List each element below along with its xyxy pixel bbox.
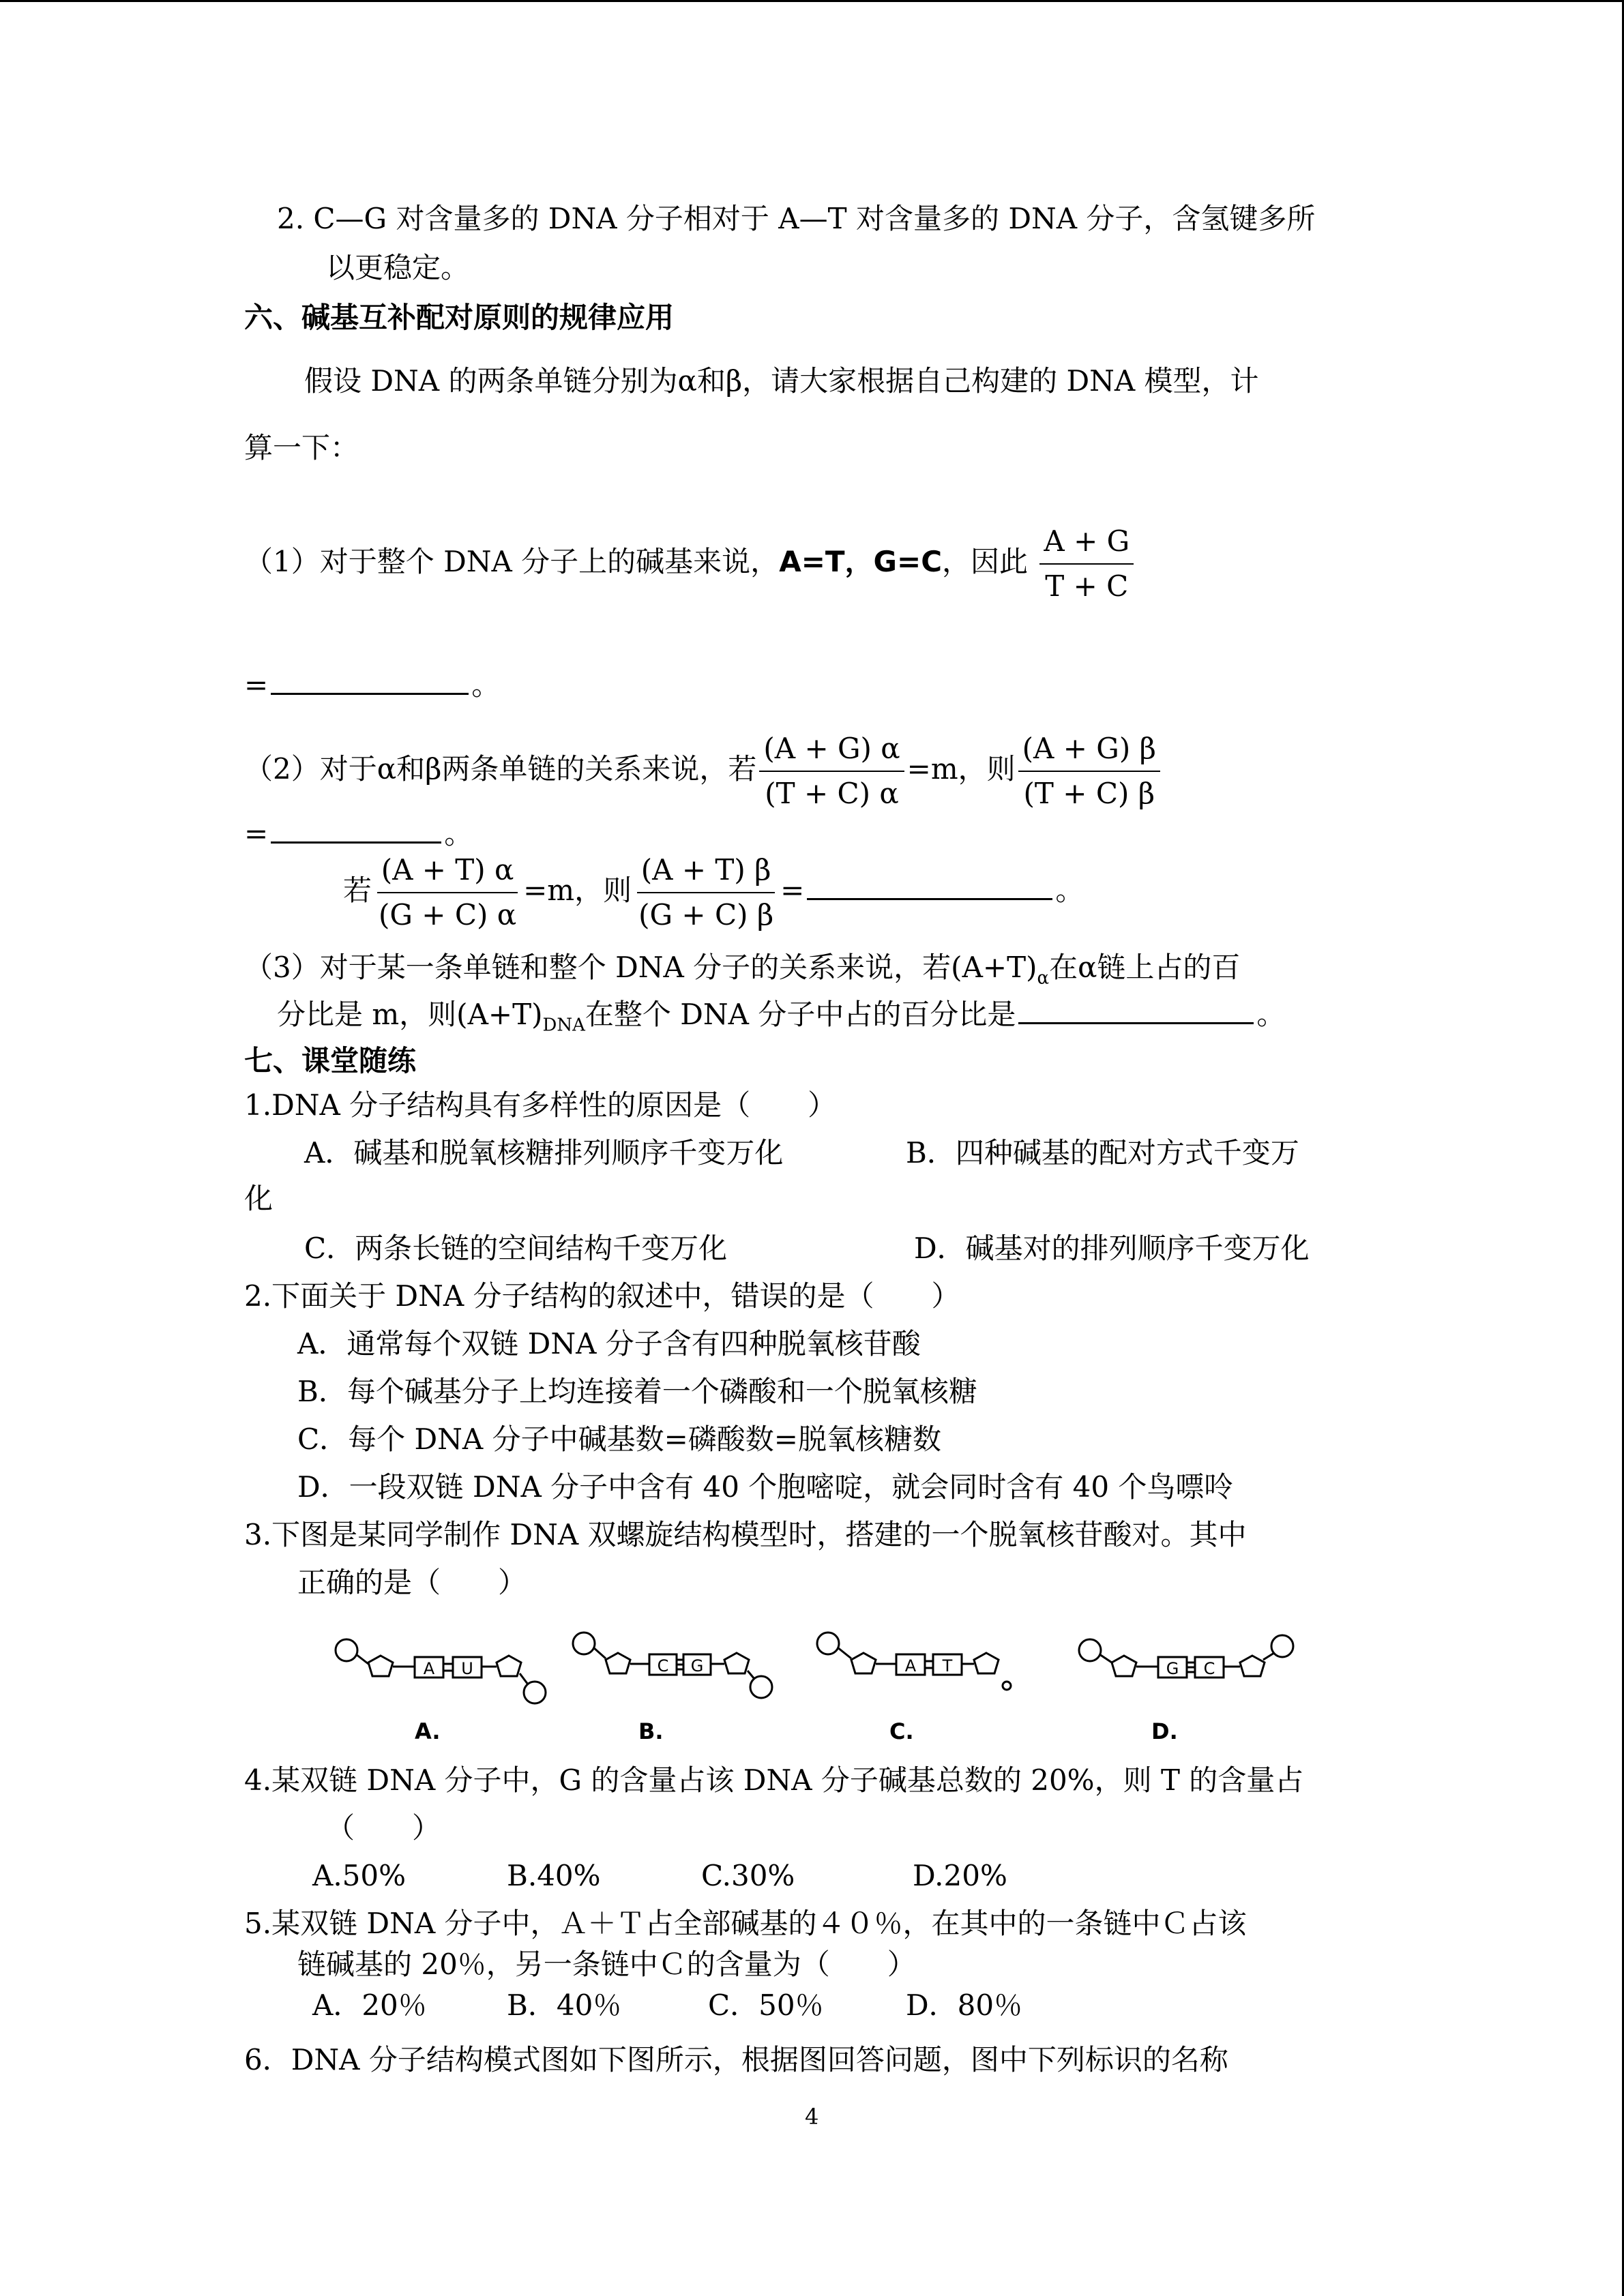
q2b-end: 。 <box>1055 874 1084 907</box>
q2b-frac1-den: (G + C) α <box>379 898 517 931</box>
exercise-1-option-d: D．碱基对的排列顺序千变万化 <box>914 1232 1310 1265</box>
q1-equals: = <box>244 668 269 702</box>
page-top-border <box>0 0 1624 2</box>
fig-b-base2: G <box>690 1656 704 1675</box>
exercise-2-option-c: C．每个 DNA 分子中碱基数=磷酸数=脱氧核糖数 <box>297 1422 941 1456</box>
question-2 <box>244 730 1163 813</box>
exercise-2-option-b: B．每个碱基分子上均连接着一个磷酸和一个脱氧核糖 <box>297 1375 977 1408</box>
q2b-frac2-den: (G + C) β <box>638 898 774 931</box>
fig-a-base1: A <box>423 1659 435 1678</box>
item2-line1: 2. C—G 对含量多的 DNA 分子相对于 A—T 对含量多的 DNA 分子，含氢键多所 <box>277 202 1316 235</box>
q3-sub-dna: DNA <box>542 1015 585 1036</box>
fig-d-base1: G <box>1166 1659 1179 1678</box>
question-3-line2 <box>277 991 1285 1046</box>
q3-answer-blank[interactable] <box>1018 991 1254 1024</box>
exercise-1-option-c: C．两条长链的空间结构千变万化 <box>304 1232 728 1265</box>
exercise-5-line2: 链碱基的 20％，另一条链中Ｃ的含量为（ ） <box>297 1948 916 1981</box>
question-1 <box>244 522 1136 606</box>
q2b-frac2-num: (A + T) β <box>637 851 776 893</box>
q2b-fraction-2 <box>634 851 778 934</box>
q2b-prefix: 若 <box>343 874 372 907</box>
fig-a-base2: U <box>461 1659 473 1678</box>
q1-frac-den: T + C <box>1045 569 1129 603</box>
exercise-1-stem: 1.DNA 分子结构具有多样性的原因是（ ） <box>244 1088 837 1122</box>
fig-c-label: C. <box>889 1718 914 1744</box>
exercise-3-line2: 正确的是（ ） <box>297 1566 527 1599</box>
q2-frac1-num: (A + G) α <box>759 730 904 772</box>
exercise-3-line1: 3.下图是某同学制作 DNA 双螺旋结构模型时，搭建的一个脱氧核苷酸对。其中 <box>244 1518 1247 1551</box>
exercise-5-option-d: D．80％ <box>906 1988 1023 2022</box>
figure-option-a <box>336 1639 546 1744</box>
nucleotide-pair-figure <box>326 1623 1376 1746</box>
section6-title: 六、碱基互补配对原则的规律应用 <box>244 301 675 334</box>
exercise-4-option-a: A.50% <box>312 1859 407 1892</box>
q3-sub-alpha: α <box>1037 968 1050 989</box>
fig-a-label: A. <box>415 1718 441 1744</box>
exercise-2-option-d: D．一段双链 DNA 分子中含有 40 个胞嘧啶，就会同时含有 40 个鸟嘌呤 <box>297 1470 1233 1504</box>
q2-answer-line <box>244 810 473 855</box>
question-2b <box>343 851 1084 934</box>
page-number: 4 <box>805 2104 819 2130</box>
q1-fraction <box>1039 522 1134 606</box>
q2b-fraction-1 <box>374 851 520 934</box>
q2b-frac1-num: (A + T) α <box>377 851 518 893</box>
figure-option-d <box>1079 1635 1293 1744</box>
exercise-5-option-a: A．20％ <box>312 1988 427 2022</box>
q2b-answer-blank[interactable] <box>807 867 1052 900</box>
fig-b-label: B. <box>638 1718 664 1744</box>
q2-frac2-den: (T + C) β <box>1023 777 1155 810</box>
q1-frac-num: A + G <box>1039 522 1134 565</box>
exercise-6-line1: 6．DNA 分子结构模式图如下图所示，根据图回答问题，图中下列标识的名称 <box>244 2043 1228 2076</box>
exercise-4-option-b: B.40% <box>507 1859 601 1892</box>
fig-d-base2: C <box>1203 1659 1215 1678</box>
exercise-1-option-b-cont: 化 <box>244 1182 274 1215</box>
q1-answer-blank[interactable] <box>271 661 469 695</box>
exercise-2-option-a: A．通常每个双链 DNA 分子含有四种脱氧核苷酸 <box>297 1327 921 1360</box>
q1-answer-line <box>244 661 500 706</box>
exercise-1-option-b: B．四种碱基的配对方式千变万 <box>906 1136 1299 1169</box>
q2-prefix: （2）对于α和β两条单链的关系来说，若 <box>244 752 757 786</box>
q1-end: 。 <box>471 668 501 702</box>
figure-option-c <box>817 1632 1011 1744</box>
q2-answer-blank[interactable] <box>271 810 441 844</box>
q2-frac1-den: (T + C) α <box>765 777 899 810</box>
intro-line1: 假设 DNA 的两条单链分别为α和β，请大家根据自己构建的 DNA 模型，计 <box>304 364 1259 398</box>
exercise-2-stem: 2.下面关于 DNA 分子结构的叙述中，错误的是（ ） <box>244 1279 960 1313</box>
exercise-4-line1: 4.某双链 DNA 分子中，G 的含量占该 DNA 分子碱基总数的 20%，则 T 的含量占 <box>244 1763 1304 1797</box>
q2-end: 。 <box>444 817 473 850</box>
q2-equals: = <box>244 817 269 850</box>
q2-fraction-1 <box>759 730 904 813</box>
q3-text-a: （3）对于某一条单链和整个 DNA 分子的关系来说，若(A+T) <box>244 951 1037 984</box>
q3-text-b: 在α链上占的百 <box>1049 951 1241 984</box>
exercise-4-line2: （ ） <box>326 1811 441 1845</box>
figure-option-b <box>573 1632 772 1744</box>
item2-line2: 以更稳定。 <box>326 251 470 284</box>
q1-bold: A=T，G=C <box>779 545 943 578</box>
exercise-5-option-b: B．40％ <box>507 1988 622 2022</box>
q3-text-d: 在整个 DNA 分子中占的百分比是 <box>585 998 1016 1031</box>
exercise-5-option-c: C．50％ <box>708 1988 824 2022</box>
q3-end: 。 <box>1256 998 1286 1031</box>
q2-fraction-2 <box>1018 730 1160 813</box>
exercise-4-option-d: D.20% <box>913 1859 1007 1892</box>
exercise-1-option-a: A．碱基和脱氧核糖排列顺序千变万化 <box>304 1136 784 1169</box>
q1-prefix: （1）对于整个 DNA 分子上的碱基来说， <box>244 545 780 578</box>
q3-text-c: 分比是 m，则(A+T) <box>277 998 543 1031</box>
q2b-equals: = <box>780 874 805 907</box>
q1-suffix: ，因此 <box>942 545 1029 578</box>
exercise-5-line1: 5.某双链 DNA 分子中，Ａ＋Ｔ占全部碱基的４０％，在其中的一条链中Ｃ占该 <box>244 1907 1247 1940</box>
section7-title: 七、课堂随练 <box>244 1044 417 1077</box>
intro-line2: 算一下： <box>244 431 359 464</box>
q2b-mid: =m，则 <box>523 874 632 907</box>
fig-b-base1: C <box>657 1656 669 1675</box>
fig-c-base1: A <box>904 1656 917 1675</box>
fig-d-label: D. <box>1151 1718 1178 1744</box>
q2-frac2-num: (A + G) β <box>1018 730 1160 772</box>
fig-c-base2: T <box>942 1656 953 1675</box>
q2-mid: =m，则 <box>906 752 1016 786</box>
exercise-4-option-c: C.30% <box>701 1859 795 1892</box>
